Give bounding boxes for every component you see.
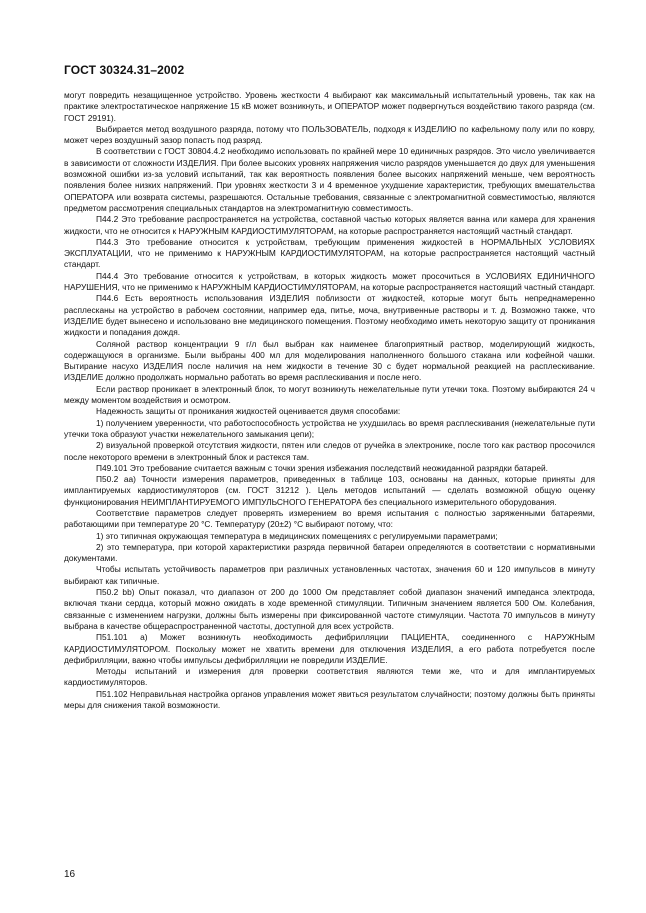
- paragraph: Если раствор проникает в электронный блок, то могут возникнуть нежелательные пути утечки тока. Поэтому выбираются 24 ч между моментом воздействия и осмотром.: [64, 383, 595, 406]
- paragraph: могут повредить незащищенное устройство. Уровень жесткости 4 выбирают как максимальный испытательный уровень, так как на практике электростатическое напряжение 15 кВ может возникнуть, и ОПЕРАТОР может подвергнуться воздействию такого разряда (см. ГОСТ 29191).: [64, 90, 595, 123]
- paragraph: П51.101 а) Может возникнуть необходимость дефибрилляции ПАЦИЕНТА, соединенного с НАРУЖНЫМ КАРДИОСТИМУЛЯТОРОМ. Поскольку может не хватить времени для отключения ИЗДЕЛИЯ, а его работа потребуется после дефибрилляции, важно чтобы импульсы дефибрилляции не повредили ИЗДЕЛИЕ.: [64, 632, 595, 665]
- paragraph: П44.3 Это требование относится к устройствам, требующим применения жидкостей в НОРМАЛЬНЫХ УСЛОВИЯХ ЭКСПЛУАТАЦИИ, что не применимо к НАРУЖНЫМ КАРДИОСТИМУЛЯТОРАМ, на которые распространяется настоящий частный стандарт.: [64, 236, 595, 270]
- paragraph: П50.2 bb) Опыт показал, что диапазон от 200 до 1000 Ом представляет собой диапазон значений импеданса электрода, включая ткани сердца, который можно ожидать в ходе временной стимуляции. Типичным значением является 500 Ом. Колебания, связанные с изменением нагрузки, должны быть измерены при фиксированной частоте стимуляции. Частота 70 импульсов в минуту выбрана в качестве общераспространенной частоты, доступной для всех устройств.: [64, 587, 595, 631]
- paragraph: П44.4 Это требование относится к устройствам, в которых жидкость может просочиться в УСЛОВИЯХ ЕДИНИЧНОГО НАРУШЕНИЯ, что не применимо к НАРУЖНЫМ КАРДИОСТИМУЛЯТОРАМ, на которые распространяется настоящий частный стандарт.: [64, 270, 595, 293]
- paragraph: П49.101 Это требование считается важным с точки зрения избежания последствий неожиданной разрядки батарей.: [96, 462, 548, 473]
- paragraph: В соответствии с ГОСТ 30804.4.2 необходимо использовать по крайней мере 10 единичных разрядов. Это число увеличивается в зависимости от сложности ИЗДЕЛИЯ. При более высоких уровнях напряжения число разрядов уменьшается до двух для уменьшения возможной ошибки из-за условий испытаний, так как вероятность появления более высоких напряжений меньше, чем вероятность появления более низких напряжений. При уровнях жесткости 3 и 4 временное ухудшение характеристик, требующих вмешательства ОПЕРАТОРА или возврата системы, разрешаются. Остальные требования, связанные с электромагнитной совместимостью, являются предметом рассмотрения специальных стандартов на электромагнитную совместимость.: [64, 146, 595, 213]
- standard-header: ГОСТ 30324.31–2002: [64, 63, 185, 77]
- paragraph: П51.102 Неправильная настройка органов управления может явиться результатом случайности; поэтому должны быть приняты меры для снижения такой возможности.: [64, 688, 595, 711]
- paragraph: П50.2 аа) Точности измерения параметров, приведенных в таблице 103, основаны на данных, которые приняты для имплантируемых кардиостимуляторов (см. ГОСТ 31212 ). Цель методов испытаний — сделать возможной общую оценку функционирования НЕИМПЛАНТИРУЕМОГО ИМПУЛЬСНОГО ГЕНЕРАТОРА без специального измерительного оборудования.: [64, 474, 595, 507]
- list-item: 1) это типичная окружающая температура в медицинских помещениях с регулируемыми параметрами;: [96, 530, 498, 541]
- paragraph: П44.6 Есть вероятность использования ИЗДЕЛИЯ поблизости от жидкостей, которые могут быть непреднамеренно расплесканы на устройство в рабочем состоянии, например еда, питье, моча, внутривенные растворы и т. д. Возможно также, что ИЗДЕЛИЕ будет вынесено и использовано вне медицинского помещения. Поэтому необходимо иметь некоторую защиту от проникания жидкости и попадания дождя.: [64, 293, 595, 338]
- paragraph: Выбирается метод воздушного разряда, потому что ПОЛЬЗОВАТЕЛЬ, подходя к ИЗДЕЛИЮ по кафельному полу или по ковру, может через воздушный зазор попасть под разряд.: [64, 123, 595, 146]
- paragraph: Соляной раствор концентрации 9 г/л был выбран как наименее благоприятный раствор, моделирующий жидкость, содержащуюся в организме. Были выбраны 400 мл для моделирования наполненного большого стакана или кофейной чашки. Вытирание насухо ИЗДЕЛИЯ после наличия на нем жидкости в течение 30 с будет нормальной реакцией на расплескивание. ИЗДЕЛИЕ должно продолжать нормально работать во время расплескивания и после него.: [64, 338, 595, 383]
- paragraph: Соответствие параметров следует проверять измерением во время испытания с полностью заряженными батареями, работающими при температуре 20 °С. Температуру (20±2) °С выбирают потому, что:: [64, 507, 595, 530]
- paragraph: Чтобы испытать устойчивость параметров при различных установленных частотах, значения 60 и 120 импульсов в минуту выбирают как типичные.: [64, 564, 595, 586]
- paragraph: П44.2 Это требование распространяется на устройства, составной частью которых является ванна или камера для хранения жидкости, что не относится к НАРУЖНЫМ КАРДИОСТИМУЛЯТОРАМ, на которые распространяется настоящий частный стандарт.: [64, 214, 595, 236]
- paragraph: Методы испытаний и измерения для проверки соответствия являются теми же, что и для имплантируемых кардиостимуляторов.: [64, 666, 595, 688]
- list-item: 1) получением уверенности, что работоспособность устройства не ухудшилась во время расплескивания (нежелательные пути утечки тока образуют участки нежелательного замыкания цепи);: [64, 417, 595, 439]
- list-item: 2) это температура, при которой характеристики разряда первичной батареи определяются в соответствии с нормативными документами.: [64, 541, 595, 564]
- list-item: 2) визуальной проверкой отсутствия жидкости, пятен или следов от ручейка в электронике, после того как раствор просочился после некоторого времени в электронный блок и растекся там.: [64, 440, 595, 462]
- document-body: [64, 90, 595, 711]
- page-number: 16: [64, 869, 76, 880]
- paragraph: Надежность защиты от проникания жидкостей оценивается двумя способами:: [96, 406, 401, 417]
